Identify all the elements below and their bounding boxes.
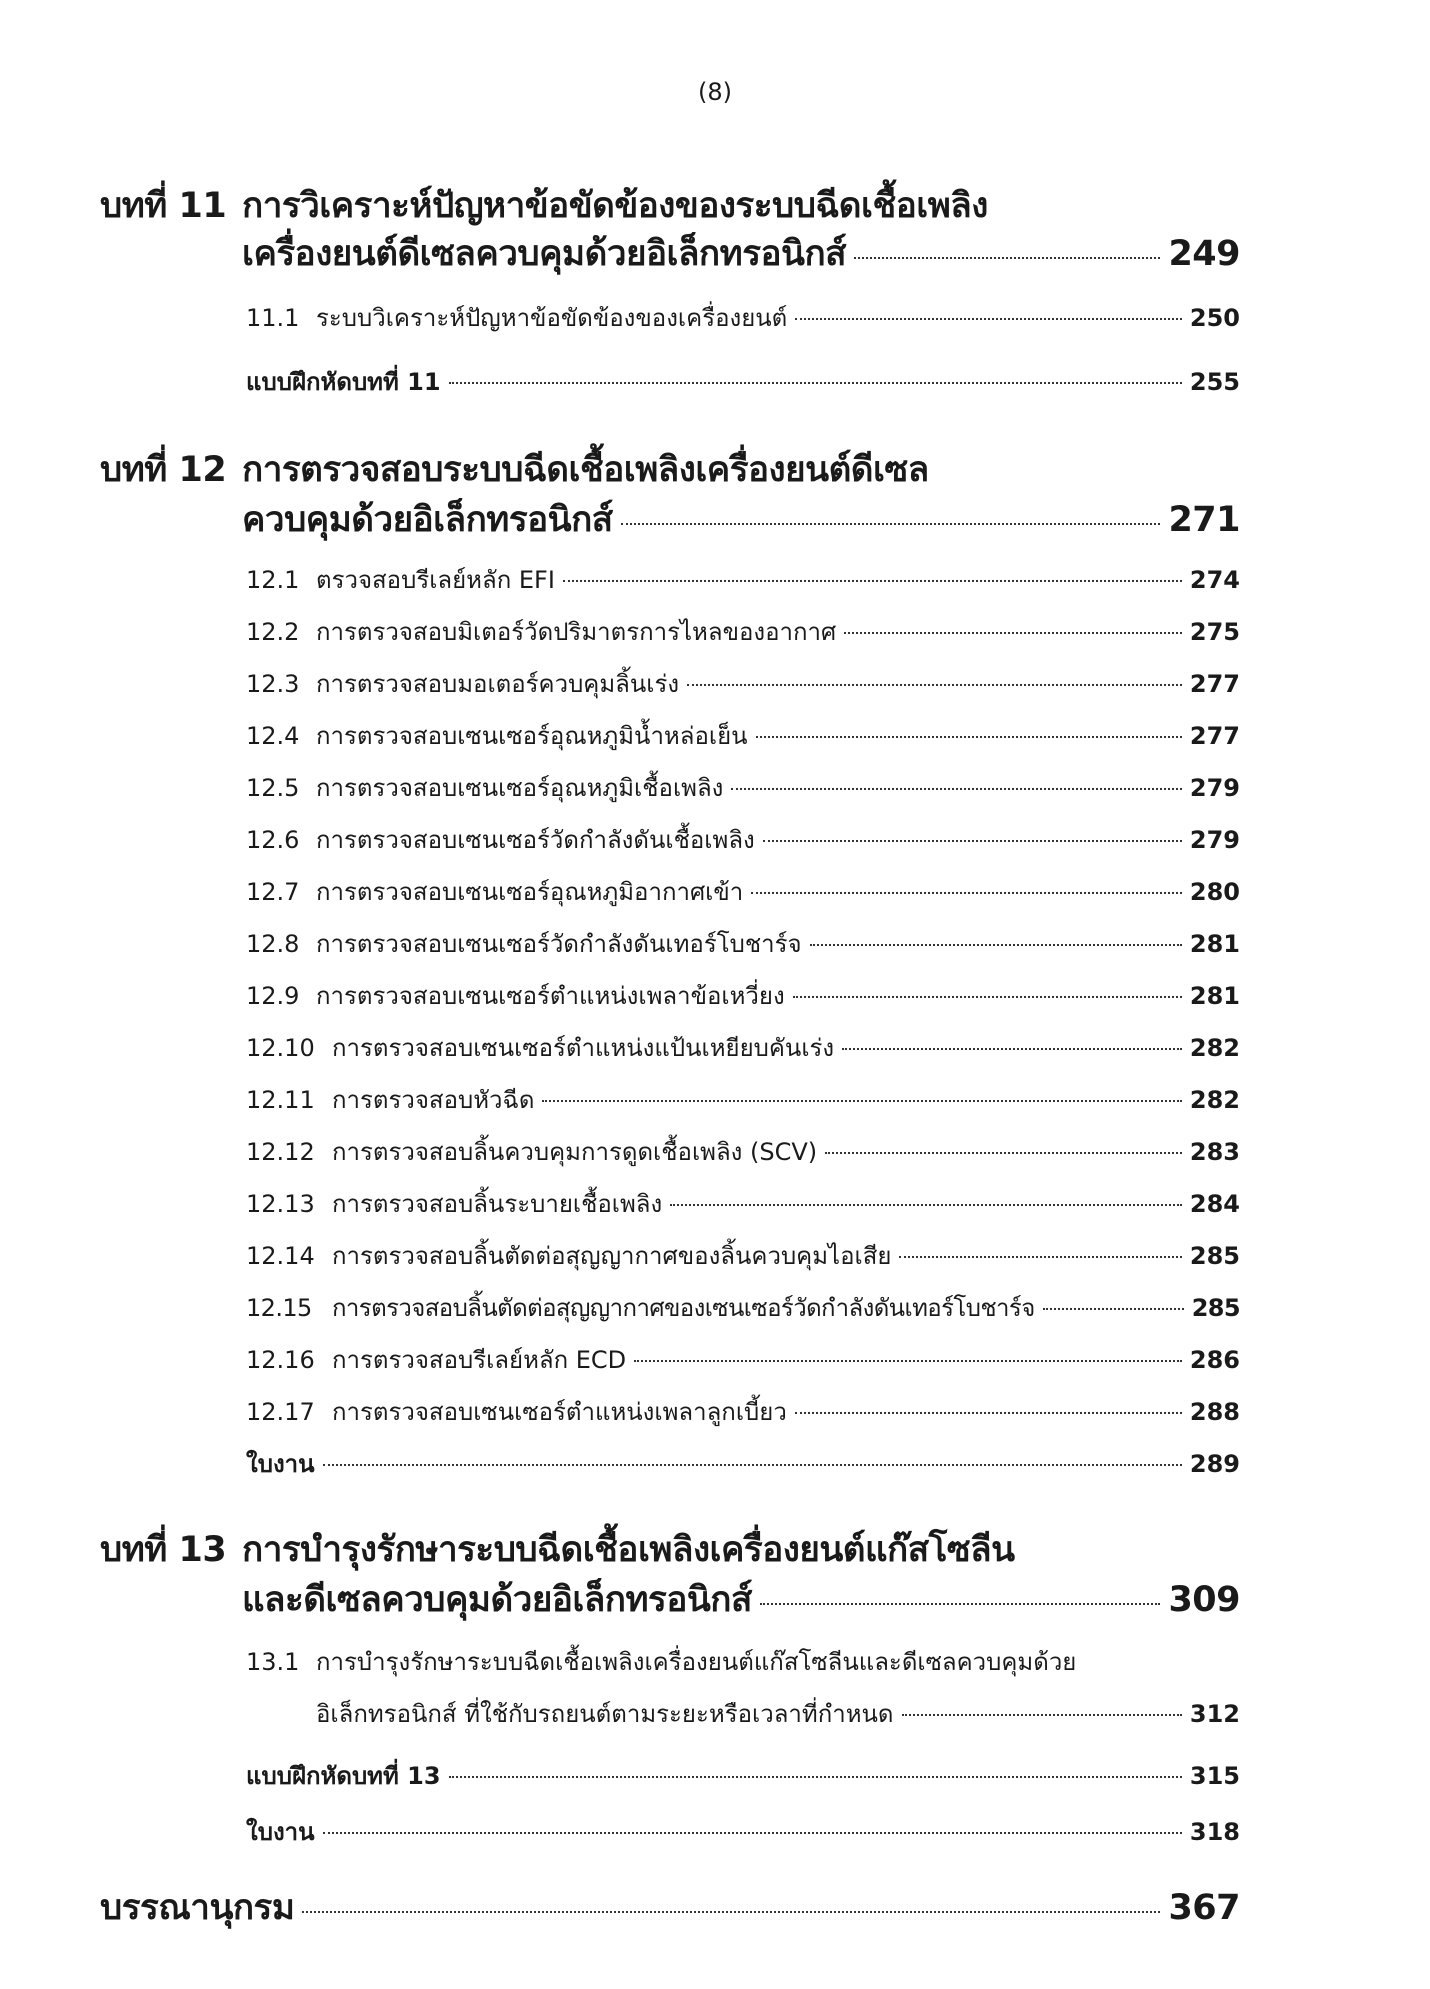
dot-leader	[760, 1603, 1161, 1605]
toc-entry[interactable]	[246, 976, 1240, 1015]
chapter-heading-line1[interactable]	[100, 442, 1240, 497]
toc-entry[interactable]	[246, 298, 1240, 337]
entry-title: ระบบวิเคราะห์ปัญหาข้อขัดข้องของเครื่องยนต์	[316, 304, 788, 332]
bibliography-title: บรรณานุกรม	[100, 1888, 295, 1928]
entry-page: 286	[1189, 1346, 1240, 1374]
entry-number: 12.15	[246, 1294, 312, 1322]
toc-entry[interactable]	[246, 612, 1240, 651]
entry-title: การตรวจสอบเซนเซอร์วัดกำลังดันเชื้อเพลิง	[316, 826, 755, 854]
entry-page: 274	[1189, 566, 1240, 594]
dot-leader	[323, 1832, 1182, 1834]
dot-leader	[795, 1412, 1182, 1414]
entry-number: 12.3	[246, 670, 300, 698]
toc-entry[interactable]	[246, 768, 1240, 807]
dot-leader	[302, 1911, 1160, 1913]
entry-title: การตรวจสอบลิ้นระบายเชื้อเพลิง	[332, 1190, 663, 1218]
dot-leader	[670, 1204, 1182, 1206]
entry-page: 285	[1189, 1242, 1240, 1270]
chapter-heading-line2[interactable]	[242, 1572, 1240, 1627]
dot-leader	[854, 257, 1160, 259]
chapter-heading-line1[interactable]	[100, 1522, 1240, 1577]
entry-page: 280	[1189, 878, 1240, 906]
dot-leader	[542, 1100, 1181, 1102]
entry-number: 12.12	[246, 1138, 315, 1166]
entry-page: 275	[1189, 618, 1240, 646]
dot-leader	[449, 382, 1182, 384]
chapter-title-cont: เครื่องยนต์ดีเซลควบคุมด้วยอิเล็กทรอนิกส์	[242, 234, 846, 274]
entry-page: 255	[1189, 368, 1240, 396]
entry-title: การตรวจสอบเซนเซอร์ตำแหน่งเพลาลูกเบี้ยว	[332, 1398, 787, 1426]
chapter-heading-line2[interactable]	[242, 226, 1240, 281]
entry-title: การบำรุงรักษาระบบฉีดเชื้อเพลิงเครื่องยนต์แก๊สโซลีนและดีเซลควบคุมด้วย	[316, 1648, 1077, 1676]
entry-title: การตรวจสอบรีเลย์หลัก ECD	[332, 1346, 627, 1374]
entry-number: 12.4	[246, 722, 300, 750]
entry-page: 279	[1189, 826, 1240, 854]
dot-leader	[844, 632, 1182, 634]
entry-title: การตรวจสอบลิ้นตัดต่อสุญญากาศของเซนเซอร์วัดกำลังดันเทอร์โบชาร์จ	[332, 1294, 1035, 1322]
entry-number: 12.13	[246, 1190, 315, 1218]
bibliography-entry[interactable]	[100, 1880, 1240, 1935]
page-number: (8)	[698, 78, 732, 106]
entry-number: 12.14	[246, 1242, 315, 1270]
dot-leader	[795, 318, 1182, 320]
toc-entry[interactable]	[246, 1028, 1240, 1067]
chapter-title-cont: และดีเซลควบคุมด้วยอิเล็กทรอนิกส์	[242, 1580, 752, 1620]
toc-entry[interactable]	[246, 1132, 1240, 1171]
dot-leader	[1043, 1308, 1184, 1310]
entry-number: 12.8	[246, 930, 300, 958]
dot-leader	[323, 1464, 1182, 1466]
toc-entry[interactable]	[246, 1184, 1240, 1223]
dot-leader	[621, 523, 1161, 525]
toc-entry[interactable]	[246, 1340, 1240, 1379]
dot-leader	[810, 944, 1182, 946]
entry-title: การตรวจสอบเซนเซอร์ตำแหน่งแป้นเหยียบคันเร่ง	[332, 1034, 835, 1062]
toc-entry[interactable]	[246, 1444, 1240, 1483]
toc-entry[interactable]	[246, 1756, 1240, 1795]
chapter-label: บทที่ 11	[100, 186, 227, 226]
entry-number: 13.1	[246, 1648, 300, 1676]
chapter-page: 309	[1168, 1580, 1240, 1620]
chapter-page: 249	[1168, 234, 1240, 274]
entry-page: 285	[1191, 1294, 1240, 1322]
chapter-label: บทที่ 13	[100, 1530, 227, 1570]
entry-number: 12.6	[246, 826, 300, 854]
dot-leader	[449, 1776, 1182, 1778]
entry-page: 281	[1189, 982, 1240, 1010]
entry-page: 282	[1189, 1086, 1240, 1114]
dot-leader	[899, 1256, 1181, 1258]
dot-leader	[731, 788, 1181, 790]
entry-number: 11.1	[246, 304, 300, 332]
entry-number: 12.9	[246, 982, 300, 1010]
entry-title: การตรวจสอบลิ้นตัดต่อสุญญากาศของลิ้นควบคุมไอเสีย	[332, 1242, 892, 1270]
entry-page: 312	[1189, 1700, 1240, 1728]
entry-title: การตรวจสอบเซนเซอร์อุณหภูมิอากาศเข้า	[316, 878, 744, 906]
toc-entry[interactable]	[246, 664, 1240, 703]
entry-title: การตรวจสอบเซนเซอร์ตำแหน่งเพลาข้อเหวี่ยง	[316, 982, 785, 1010]
entry-title: ใบงาน	[246, 1818, 315, 1846]
chapter-heading-line1[interactable]	[100, 178, 1240, 233]
entry-number: 12.5	[246, 774, 300, 802]
dot-leader	[634, 1360, 1182, 1362]
entry-title: การตรวจสอบลิ้นควบคุมการดูดเชื้อเพลิง (SCV)	[332, 1138, 818, 1166]
toc-entry-line1[interactable]	[246, 1642, 1240, 1681]
toc-entry[interactable]	[246, 820, 1240, 859]
toc-entry[interactable]	[246, 560, 1240, 599]
chapter-title: การบำรุงรักษาระบบฉีดเชื้อเพลิงเครื่องยนต์แก๊สโซลีน	[242, 1530, 1015, 1570]
entry-title: แบบฝึกหัดบทที่ 13	[246, 1762, 441, 1790]
toc-entry[interactable]	[246, 1392, 1240, 1431]
entry-number: 12.1	[246, 566, 300, 594]
dot-leader	[793, 996, 1182, 998]
entry-title: ใบงาน	[246, 1450, 315, 1478]
entry-number: 12.17	[246, 1398, 315, 1426]
toc-entry-line2[interactable]	[316, 1694, 1240, 1733]
entry-page: 277	[1189, 722, 1240, 750]
entry-title: การตรวจสอบหัวฉีด	[332, 1086, 535, 1114]
chapter-page: 271	[1168, 500, 1240, 540]
dot-leader	[825, 1152, 1182, 1154]
dot-leader	[842, 1048, 1182, 1050]
toc-entry[interactable]	[246, 924, 1240, 963]
entry-page: 283	[1189, 1138, 1240, 1166]
entry-page: 279	[1189, 774, 1240, 802]
toc-entry[interactable]	[246, 1236, 1240, 1275]
toc-entry[interactable]	[246, 1288, 1240, 1327]
entry-title: การตรวจสอบมิเตอร์วัดปริมาตรการไหลของอากาศ	[316, 618, 837, 646]
entry-title: แบบฝึกหัดบทที่ 11	[246, 368, 441, 396]
toc-entry[interactable]	[246, 716, 1240, 755]
dot-leader	[687, 684, 1182, 686]
entry-title: การตรวจสอบเซนเซอร์อุณหภูมิน้ำหล่อเย็น	[316, 722, 748, 750]
dot-leader	[902, 1714, 1182, 1716]
chapter-label: บทที่ 12	[100, 450, 227, 490]
entry-title-cont: อิเล็กทรอนิกส์ ที่ใช้กับรถยนต์ตามระยะหรือเวลาที่กำหนด	[316, 1700, 894, 1728]
entry-number: 12.16	[246, 1346, 315, 1374]
entry-number: 12.10	[246, 1034, 315, 1062]
entry-title: ตรวจสอบรีเลย์หลัก EFI	[316, 566, 555, 594]
dot-leader	[563, 580, 1182, 582]
entry-number: 12.7	[246, 878, 300, 906]
entry-number: 12.2	[246, 618, 300, 646]
dot-leader	[756, 736, 1182, 738]
chapter-title: การตรวจสอบระบบฉีดเชื้อเพลิงเครื่องยนต์ดีเซล	[242, 450, 929, 490]
entry-page: 284	[1189, 1190, 1240, 1218]
dot-leader	[751, 892, 1182, 894]
toc-entry[interactable]	[246, 1812, 1240, 1851]
entry-title: การตรวจสอบเซนเซอร์วัดกำลังดันเทอร์โบชาร์จ	[316, 930, 802, 958]
toc-entry[interactable]	[246, 1080, 1240, 1119]
entry-page: 250	[1189, 304, 1240, 332]
toc-entry[interactable]	[246, 872, 1240, 911]
bibliography-page: 367	[1168, 1888, 1240, 1928]
entry-page: 281	[1189, 930, 1240, 958]
entry-page: 282	[1189, 1034, 1240, 1062]
entry-page: 318	[1189, 1818, 1240, 1846]
entry-title: การตรวจสอบเซนเซอร์อุณหภูมิเชื้อเพลิง	[316, 774, 724, 802]
entry-page: 277	[1189, 670, 1240, 698]
chapter-heading-line2[interactable]	[242, 492, 1240, 547]
toc-entry[interactable]	[246, 362, 1240, 401]
entry-page: 289	[1189, 1450, 1240, 1478]
chapter-title: การวิเคราะห์ปัญหาข้อขัดข้องของระบบฉีดเชื้อเพลิง	[242, 186, 988, 226]
entry-page: 288	[1189, 1398, 1240, 1426]
chapter-title-cont: ควบคุมด้วยอิเล็กทรอนิกส์	[242, 500, 613, 540]
entry-title: การตรวจสอบมอเตอร์ควบคุมลิ้นเร่ง	[316, 670, 680, 698]
entry-page: 315	[1189, 1762, 1240, 1790]
dot-leader	[763, 840, 1182, 842]
entry-number: 12.11	[246, 1086, 315, 1114]
